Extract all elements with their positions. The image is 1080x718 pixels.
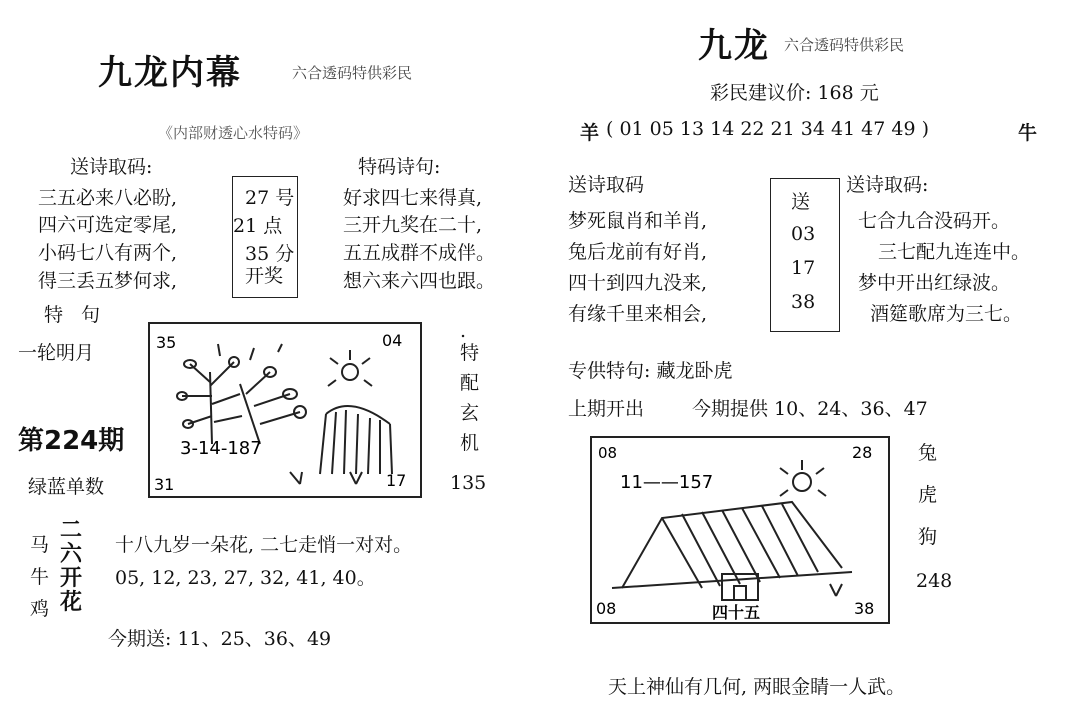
send-box-num-1: 03	[791, 223, 816, 245]
issue-label: 第224期	[18, 426, 125, 456]
right-sketch-drawing	[592, 438, 888, 622]
animal-rooster: 鸡	[30, 598, 50, 620]
bottom-poem: 天上神仙有几何, 两眼金睛一人武。	[608, 676, 906, 698]
side-vertical-2: 配	[460, 372, 480, 394]
date-box-line-3: 35 分	[245, 243, 295, 265]
phrase-line-1: 十八九岁一朵花, 二七走悄一对对。	[115, 534, 413, 556]
right-poem-header-left: 送诗取码	[568, 174, 645, 196]
number-248: 248	[916, 570, 953, 592]
poem-line-2: 四六可选定零尾,	[38, 214, 178, 236]
left-title: 九龙内幕	[98, 53, 242, 93]
right-poem-right-2: 三七配九连连中。	[878, 241, 1031, 263]
secret-line: 《内部财透心水特码》	[158, 124, 309, 142]
side-vertical-3: 玄	[460, 402, 480, 424]
left-pic-mark-bl: 31	[154, 475, 175, 494]
left-pic-mark-br: 17	[386, 471, 407, 490]
left-subtitle: 六合透码特供彩民	[292, 64, 413, 82]
send-box	[770, 178, 840, 332]
number-row: ( 01 05 13 14 22 21 34 41 47 49 )	[606, 118, 930, 140]
send-box-num-3: 38	[791, 291, 816, 313]
sheep-label: 羊	[580, 122, 600, 144]
side-animal-dog: 狗	[918, 526, 938, 548]
ox-label: 牛	[1018, 122, 1038, 144]
flower-char-4: 花	[60, 590, 83, 615]
right-poem-left-2: 兔后龙前有好肖,	[568, 241, 708, 263]
today-send: 今期送: 11、25、36、49	[108, 628, 332, 650]
left-sketch-drawing	[150, 324, 420, 496]
date-box-line-2: 21 点	[233, 215, 283, 237]
left-pic-mark-tr: 04	[382, 331, 403, 350]
special-line-4: 想六来六四也跟。	[343, 270, 496, 292]
side-animal-tiger: 虎	[918, 484, 938, 506]
send-box-title: 送	[791, 191, 811, 213]
special-phrase: 专供特句: 藏龙卧虎	[568, 360, 733, 382]
special-header: 特码诗句:	[358, 156, 441, 178]
right-poem-header-right: 送诗取码:	[846, 174, 929, 196]
right-title: 九龙	[698, 26, 770, 66]
right-pic-mark-bl: 08	[596, 599, 617, 618]
poem-header: 送诗取码:	[70, 156, 153, 178]
phrase-line-2: 05, 12, 23, 27, 32, 41, 40。	[115, 567, 376, 589]
side-dot: .	[460, 320, 467, 342]
poem-line-3: 小码七八有两个,	[38, 242, 178, 264]
side-vertical-1: 特	[460, 342, 480, 364]
side-vertical-4: 机	[460, 432, 480, 454]
special-line-2: 三开九奖在二十,	[343, 214, 483, 236]
left-pic-mark-mid: 3-14-187	[180, 438, 262, 459]
right-poem-left-3: 四十到四九没来,	[568, 272, 708, 294]
green-label: 绿蓝单数	[28, 476, 105, 498]
tejv-label: 特 句	[44, 304, 107, 326]
right-sketch-picture	[590, 436, 890, 624]
flower-char-3: 开	[60, 566, 83, 591]
flower-char-2: 六	[60, 542, 83, 567]
poem-line-1: 三五必来八必盼,	[38, 187, 178, 209]
right-poem-left-4: 有缘千里来相会,	[568, 303, 708, 325]
poem-line-4: 得三丢五梦何求,	[38, 270, 178, 292]
right-subtitle: 六合透码特供彩民	[784, 36, 905, 54]
right-pic-mark-br: 38	[854, 599, 875, 618]
special-line-1: 好求四七来得真,	[343, 187, 483, 209]
right-pic-mark-mid: 11——157	[620, 472, 714, 493]
yilun-label: 一轮明月	[18, 342, 95, 364]
right-poem-right-3: 梦中开出红绿波。	[858, 272, 1011, 294]
last-open: 上期开出	[568, 398, 645, 420]
right-poem-left-1: 梦死鼠肖和羊肖,	[568, 210, 708, 232]
price-line: 彩民建议价: 168 元	[710, 82, 879, 104]
animal-horse: 马	[30, 534, 50, 556]
special-line-3: 五五成群不成伴。	[343, 242, 496, 264]
right-poem-right-4: 酒筵歌席为三七。	[870, 303, 1023, 325]
date-box	[232, 176, 298, 298]
flower-char-1: 二	[60, 518, 83, 543]
right-panel	[540, 0, 1080, 718]
date-box-line-1: 27 号	[245, 187, 295, 209]
left-sketch-picture	[148, 322, 422, 498]
side-animal-rabbit: 兔	[918, 442, 938, 464]
right-pic-sign: 四十五	[712, 603, 761, 622]
right-pic-mark-tr: 28	[852, 443, 873, 462]
right-pic-mark-tl: 08	[598, 444, 618, 462]
right-poem-right-1: 七合九合没码开。	[858, 210, 1011, 232]
send-box-num-2: 17	[791, 257, 816, 279]
number-135: 135	[450, 472, 487, 494]
animal-ox: 牛	[30, 566, 50, 588]
left-pic-mark-tl: 35	[156, 333, 177, 352]
date-box-line-4: 开奖	[245, 265, 284, 287]
this-provide: 今期提供 10、24、36、47	[692, 398, 928, 420]
